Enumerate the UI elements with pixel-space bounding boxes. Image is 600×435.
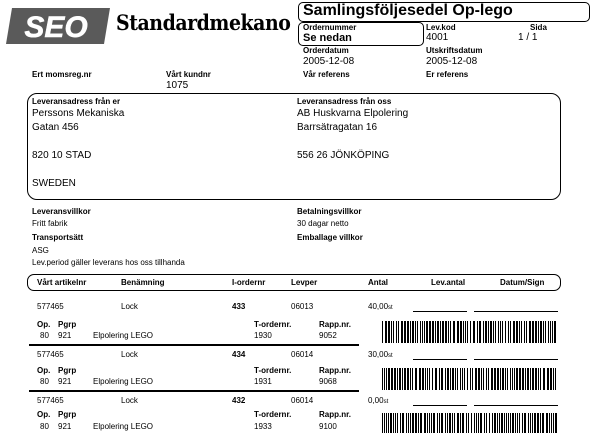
barcode-bar [393,413,394,433]
barcode-bar [406,413,407,433]
sub-pgrp-label: Pgrp [58,410,77,419]
barcode [380,413,560,433]
row-rappnr: 9068 [319,377,337,386]
row-iordernr: 432 [232,396,246,405]
sub-pgrp-label: Pgrp [58,366,77,375]
barcode-bar [475,368,477,390]
barcode-bar [399,368,401,390]
sub-tordernr-label: T-ordernr. [254,410,292,419]
to-address-line: 556 26 JÖNKÖPING [297,150,390,161]
barcode-bar [384,368,385,390]
sub-tordernr-label: T-ordernr. [254,366,292,375]
barcode-bar [407,368,409,390]
barcode-bar [388,321,390,343]
row-artikelnr: 577465 [37,302,64,311]
row-divider [29,344,359,346]
barcode-bar [537,413,539,433]
barcode-bar [507,368,508,390]
barcode-bar [555,413,557,433]
barcode-bar [445,413,446,433]
barcode-bar [420,413,422,433]
barcode-bar [439,413,440,433]
row-benamning: Lock [121,350,138,359]
barcode-bar [484,413,485,433]
datum-signature-line[interactable] [474,311,558,312]
barcode-bar [382,413,383,433]
barcode-bar [485,321,487,343]
ordernummer-label: Ordernummer [303,23,357,32]
row-pgrp: 921 [58,422,72,431]
sub-rappnr-label: Rapp.nr. [319,410,352,419]
to-address-line: AB Huskvarna Elpolering [297,108,409,119]
row-pgrp-name: Elpolering LEGO [93,422,154,431]
sida-value: 1 / 1 [518,32,538,43]
barcode-bar [522,413,523,433]
barcode-bar [517,413,518,433]
barcode-bar [546,413,548,433]
barcode-bar [445,368,446,390]
leveransvillkor-value: Fritt fabrik [32,219,68,228]
row-tordernr: 1933 [254,422,272,431]
row-benamning: Lock [121,396,138,405]
barcode-bar [462,368,463,390]
barcode-bar [535,321,537,343]
barcode-bar [425,368,426,390]
barcode-bar [410,368,411,390]
barcode-bar [510,413,511,433]
barcode-bar [526,321,527,343]
momsreg-label: Ert momsreg.nr [32,70,92,79]
datum-signature-line[interactable] [474,405,558,406]
col-iordernr: I-ordernr [232,278,266,287]
row-levper: 06013 [291,302,314,311]
barcode-bar [424,413,426,433]
sub-rappnr-label: Rapp.nr. [319,320,352,329]
barcode-bar [501,413,503,433]
company-logo [6,6,110,46]
barcode-bar [396,321,397,343]
betalningsvillkor-value: 30 dagar netto [297,219,349,228]
barcode-bar [429,368,430,390]
sub-op-label: Op. [37,410,51,419]
row-rappnr: 9100 [319,422,337,431]
barcode-bar [481,368,482,390]
barcode-bar [529,321,531,343]
barcode-bar [489,413,490,433]
barcode-bar [494,368,496,390]
barcode-bar [530,413,531,433]
barcode-bar [386,368,387,390]
barcode-bar [502,321,503,343]
barcode-bar [512,413,514,433]
from-address-line: SWEDEN [32,178,76,189]
barcode-bar [420,321,421,343]
leveransvillkor-label: Leveransvillkor [32,207,91,216]
barcode-bar [505,321,506,343]
levkod-value: 4001 [426,32,449,43]
barcode-bar [543,321,544,343]
lev-period-note: Lev.period gäller leverans hos oss tillhanda [32,258,185,267]
barcode-bar [519,413,520,433]
barcode-bar [502,368,504,390]
barcode-bar [483,321,484,343]
barcode-bar [464,368,465,390]
barcode-bar [397,413,398,433]
barcode-bar [549,413,550,433]
row-op: 80 [40,377,49,386]
barcode-bar [450,368,451,390]
barcode-bar [510,321,511,343]
barcode-bar [497,413,498,433]
barcode-bar [412,321,414,343]
barcode-bar [492,413,493,433]
col-artikelnr: Vårt artikelnr [37,278,87,287]
barcode-bar [535,368,537,390]
barcode-bar [402,413,404,433]
barcode-bar [490,321,492,343]
row-tordernr: 1930 [254,331,272,340]
col-levantal: Lev.antal [431,278,466,287]
barcode-bar [437,413,438,433]
barcode-bar [449,413,451,433]
row-rappnr: 9052 [319,331,337,340]
barcode-bar [435,368,437,390]
barcode-bar [384,413,385,433]
emballage-label: Emballage villkor [297,233,363,242]
barcode-bar [433,413,435,433]
row-pgrp-name: Elpolering LEGO [93,331,154,340]
barcode-bar [448,321,449,343]
barcode-bar [460,321,462,343]
barcode-bar [415,368,417,390]
sub-op-label: Op. [37,320,51,329]
barcode-bar [528,413,529,433]
orderdatum-label: Orderdatum [303,46,349,55]
barcode-bar [542,413,544,433]
levantal-signature-line[interactable] [413,359,467,360]
barcode-bar [440,321,441,343]
barcode-bar [391,368,393,390]
datum-signature-line[interactable] [474,359,558,360]
barcode-bar [462,413,464,433]
barcode-bar [463,321,464,343]
barcode-bar [488,368,489,390]
barcode-bar [524,413,526,433]
barcode-bar [506,413,507,433]
barcode-bar [435,321,436,343]
barcode [380,368,560,390]
barcode-bar [553,368,554,390]
barcode-bar [550,321,551,343]
barcode-bar [407,321,409,343]
barcode-bar [495,321,496,343]
barcode-bar [516,368,518,390]
barcode-bar [470,368,471,390]
barcode-bar [415,321,416,343]
barcode-bar [488,321,489,343]
barcode-bar [445,321,447,343]
ordernummer-value: Se nedan [303,32,352,44]
barcode-bar [398,321,399,343]
from-address-line: Perssons Mekaniska [32,108,125,119]
barcode-bar [513,321,515,343]
barcode-bar [499,413,500,433]
barcode-bar [394,368,396,390]
row-antal: 30,00st [368,350,393,359]
row-divider [29,390,359,392]
from-address-label: Leveransadress från er [32,97,121,106]
barcode-bar [474,413,475,433]
barcode-bar [530,368,531,390]
row-levper: 06014 [291,350,314,359]
row-antal: 40,00st [368,302,393,311]
utskriftsdatum-value: 2005-12-08 [426,56,478,67]
col-levper: Levper [291,278,318,287]
col-datum-sign: Datum/Sign [500,278,545,287]
barcode-bar [486,368,487,390]
barcode-bar [479,321,481,343]
barcode-bar [429,321,431,343]
barcode-bar [395,413,396,433]
barcode-bar [508,413,509,433]
barcode-bar [452,368,454,390]
barcode-bar [498,321,499,343]
barcode-bar [543,368,545,390]
barcode-bar [382,368,383,390]
barcode-bar [545,321,546,343]
barcode-bar [437,321,439,343]
barcode-bar [393,321,394,343]
barcode-bar [532,413,533,433]
row-op: 80 [40,422,49,431]
barcode-bar [465,321,466,343]
barcode-bar [410,413,411,433]
barcode-bar [454,413,455,433]
barcode-bar [422,368,424,390]
barcode-bar [385,321,387,343]
barcode-bar [457,368,458,390]
barcode-bar [431,413,432,433]
barcode-bar [493,321,494,343]
levantal-signature-line[interactable] [413,405,467,406]
barcode-bar [457,321,459,343]
barcode-bar [516,321,518,343]
row-tordernr: 1931 [254,377,272,386]
barcode-bar [441,368,443,390]
barcode-bar [477,321,478,343]
barcode-bar [426,321,428,343]
row-artikelnr: 577465 [37,396,64,405]
barcode-bar [552,321,553,343]
barcode-bar [540,413,541,433]
barcode-bar [522,368,524,390]
barcode-bar [467,321,468,343]
barcode-bar [410,321,411,343]
from-address-line: Gatan 456 [32,122,79,133]
sida-label: Sida [530,23,547,32]
company-name: Standardmekano [116,10,291,35]
barcode-bar [538,368,539,390]
barcode-bar [473,321,475,343]
from-address-line: 820 10 STAD [32,150,92,161]
barcode-bar [439,368,440,390]
var-referens-label: Vår referens [303,70,350,79]
barcode-bar [404,368,406,390]
barcode-bar [442,321,444,343]
orderdatum-value: 2005-12-08 [303,56,355,67]
barcode-bar [424,321,425,343]
barcode-bar [391,321,392,343]
barcode-bar [519,368,521,390]
barcode-bar [540,321,542,343]
barcode-bar [478,413,479,433]
barcode-bar [470,321,471,343]
barcode-bar [540,368,541,390]
barcode-bar [388,413,389,433]
barcode-bar [550,368,552,390]
sub-op-label: Op. [37,366,51,375]
barcode-bar [402,368,403,390]
barcode-bar [478,368,480,390]
er-referens-label: Er referens [426,70,469,79]
document-title: Samlingsföljesedel Op-lego [303,2,513,19]
barcode-bar [412,413,414,433]
barcode-bar [457,413,459,433]
barcode-bar [504,413,505,433]
sub-rappnr-label: Rapp.nr. [319,366,352,375]
levkod-label: Lev.kod [426,23,456,32]
barcode-bar [397,368,398,390]
row-iordernr: 433 [232,302,246,311]
barcode-bar [553,413,554,433]
barcode-bar [419,368,421,390]
row-antal: 0,00st [368,396,389,405]
col-benamning: Benämning [121,278,165,287]
barcode-bar [432,321,434,343]
barcode-bar [460,413,461,433]
levantal-signature-line[interactable] [413,311,467,312]
barcode-bar [427,413,428,433]
barcode-bar [519,321,520,343]
barcode-bar [524,321,525,343]
to-address-line: Barrsätragatan 16 [297,122,378,133]
barcode-bar [471,413,472,433]
barcode-bar [418,413,419,433]
barcode-bar [505,368,506,390]
sub-tordernr-label: T-ordernr. [254,320,292,329]
to-address-label: Leveransadress från oss [297,97,392,106]
row-pgrp: 921 [58,377,72,386]
barcode-bar [467,368,468,390]
barcode-bar [472,368,473,390]
row-benamning: Lock [121,302,138,311]
barcode-bar [417,321,418,343]
barcode-bar [494,413,496,433]
barcode-bar [483,368,484,390]
barcode-bar [447,413,448,433]
kundnr-label: Vårt kundnr [166,70,211,79]
barcode-bar [497,368,499,390]
kundnr-value: 1075 [166,80,189,91]
barcode-bar [422,321,423,343]
barcode-bar [551,413,552,433]
barcode-bar [390,413,392,433]
barcode-bar [412,368,413,390]
barcode-bar [532,368,534,390]
barcode-bar [547,368,549,390]
row-op: 80 [40,331,49,340]
barcode-bar [468,413,469,433]
barcode-bar [554,321,556,343]
barcode-bar [525,368,526,390]
barcode-bar [548,321,549,343]
barcode-bar [452,413,453,433]
col-antal: Antal [368,278,388,287]
betalningsvillkor-label: Betalningsvillkor [297,207,362,216]
barcode-bar [401,321,403,343]
barcode-bar [453,321,455,343]
barcode-bar [500,368,501,390]
barcode-bar [382,321,383,343]
barcode-bar [415,413,417,433]
barcode-bar [460,368,461,390]
barcode-bar [508,321,509,343]
transportsatt-label: Transportsätt [32,233,84,242]
row-iordernr: 434 [232,350,246,359]
barcode-bar [408,413,409,433]
barcode [380,321,560,343]
barcode-bar [532,321,534,343]
row-pgrp-name: Elpolering LEGO [93,377,154,386]
barcode-bar [441,413,443,433]
barcode-bar [555,368,556,390]
barcode-bar [534,413,536,433]
logo-text: SEO [24,11,88,44]
utskriftsdatum-label: Utskriftsdatum [426,46,483,55]
barcode-bar [500,321,501,343]
logo-graphic [6,6,110,46]
row-pgrp: 921 [58,331,72,340]
barcode-bar [450,321,451,343]
barcode-bar [514,368,515,390]
barcode-bar [386,413,387,433]
barcode-bar [429,413,430,433]
barcode-bar [510,368,511,390]
transportsatt-value: ASG [32,246,49,255]
barcode-bar [538,321,539,343]
barcode-bar [521,321,522,343]
row-artikelnr: 577465 [37,350,64,359]
barcode-bar [432,368,433,390]
barcode-bar [388,368,390,390]
barcode-bar [427,368,428,390]
barcode-bar [466,413,467,433]
barcode-bar [404,321,406,343]
barcode-bar [476,413,477,433]
barcode-bar [486,413,487,433]
barcode-bar [455,368,456,390]
barcode-bar [480,413,482,433]
barcode-bar [447,368,449,390]
sub-pgrp-label: Pgrp [58,320,77,329]
barcode-bar [400,413,401,433]
barcode-bar [491,368,493,390]
barcode-bar [527,368,529,390]
barcode-bar [515,413,516,433]
barcode-bar [512,368,513,390]
row-levper: 06014 [291,396,314,405]
